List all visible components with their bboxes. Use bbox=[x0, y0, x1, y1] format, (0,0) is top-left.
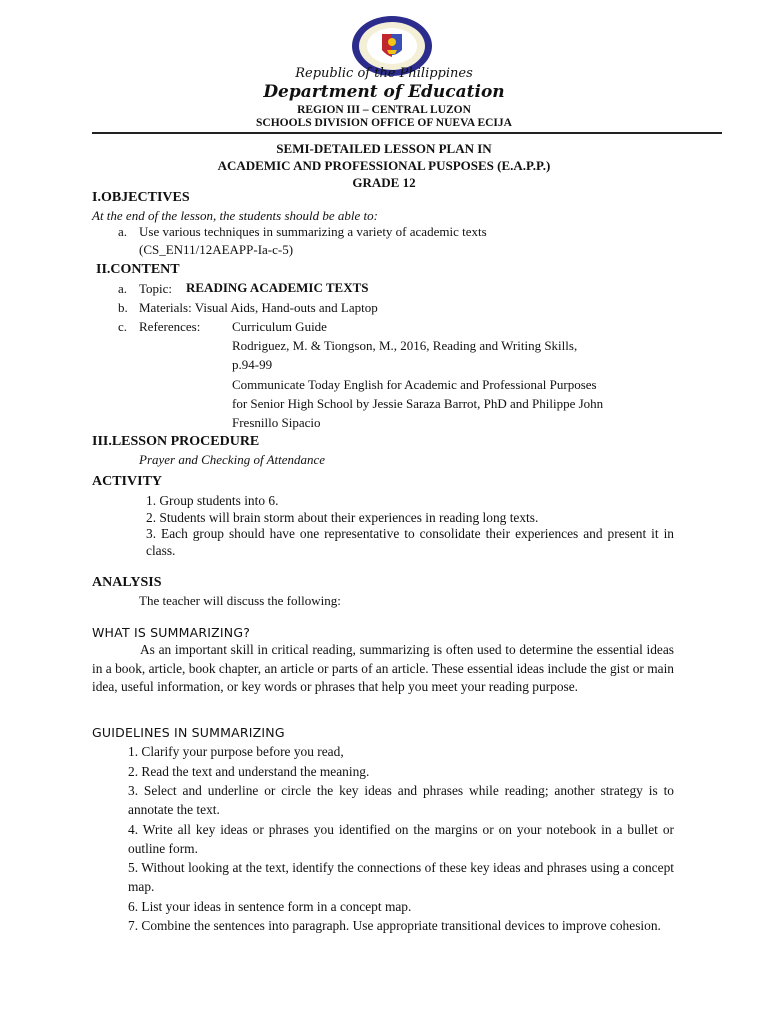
guideline-item-4: 4. Write all key ideas or phrases you identified on the margins or on your notebook in a bullet or outline form. bbox=[128, 822, 674, 856]
guideline-item-2: 2. Read the text and understand the meaning. bbox=[128, 764, 370, 779]
objective-a-marker: a. bbox=[118, 224, 128, 239]
activity-item-1: 1. Group students into 6. bbox=[146, 493, 279, 508]
region-line: REGION III – CENTRAL LUZON bbox=[297, 104, 471, 116]
analysis-intro: The teacher will discuss the following: bbox=[139, 593, 341, 608]
reference-2-line-1: Rodriguez, M. & Tiongson, M., 2016, Reading and Writing Skills, bbox=[232, 338, 578, 353]
prayer-line: Prayer and Checking of Attendance bbox=[139, 452, 326, 467]
content-a-marker: a. bbox=[118, 281, 128, 296]
title-line-3: GRADE 12 bbox=[352, 175, 416, 190]
summarizing-text: As an important skill in critical reading, summarizing is often used to determine the essential ideas in a book, article, book chapter, an article or parts of an article. These essential ideas include the gist or main idea, useful information, or key words or phrases that help you meet your reading purpose. bbox=[92, 642, 674, 694]
activity-item-3: 3. Each group should have one representative to consolidate their experiences and present it in class. bbox=[146, 526, 674, 558]
activity-heading: ACTIVITY bbox=[92, 474, 163, 489]
objectives-intro: At the end of the lesson, the students should be able to: bbox=[92, 208, 378, 223]
guidelines-heading: GUIDELINES IN SUMMARIZING bbox=[92, 725, 285, 740]
guideline-item-6: 6. List your ideas in sentence form in a concept map. bbox=[128, 899, 412, 914]
reference-3-line-1: Communicate Today English for Academic and Professional Purposes bbox=[232, 377, 597, 392]
title-line-1: SEMI-DETAILED LESSON PLAN IN bbox=[276, 141, 492, 156]
objective-a: Use various techniques in summarizing a variety of academic texts bbox=[139, 224, 487, 239]
activity-item-2: 2. Students will brain storm about their experiences in reading long texts. bbox=[146, 510, 539, 525]
topic-label: Topic: bbox=[139, 281, 173, 296]
content-heading: II.CONTENT bbox=[96, 262, 180, 277]
objective-a-code: (CS_EN11/12AEAPP-Ia-c-5) bbox=[139, 242, 294, 257]
content-c-marker: c. bbox=[118, 319, 128, 334]
summarizing-paragraph bbox=[92, 641, 674, 697]
summarizing-heading: WHAT IS SUMMARIZING? bbox=[92, 625, 251, 640]
guideline-item-3: 3. Select and underline or circle the key ideas and phrases while reading; another strategy is to annotate the text. bbox=[128, 783, 674, 817]
topic-value: READING ACADEMIC TEXTS bbox=[186, 280, 369, 295]
guideline-item-1: 1. Clarify your purpose before you read, bbox=[128, 744, 344, 759]
department-name: Department of Education bbox=[263, 82, 505, 102]
title-line-2: ACADEMIC AND PROFESSIONAL PUSPOSES (E.A.P.P.) bbox=[217, 158, 551, 173]
division-line: SCHOOLS DIVISION OFFICE OF NUEVA ECIJA bbox=[256, 117, 512, 129]
republic-line: Republic of the Philippines bbox=[295, 66, 473, 81]
materials: Materials: Visual Aids, Hand-outs and Laptop bbox=[139, 300, 378, 315]
procedure-heading: III.LESSON PROCEDURE bbox=[92, 434, 260, 449]
guideline-item-7: 7. Combine the sentences into paragraph. Use appropriate transitional devices to improve cohesion. bbox=[128, 918, 661, 933]
analysis-heading: ANALYSIS bbox=[92, 575, 162, 590]
header-divider bbox=[92, 132, 722, 134]
reference-1: Curriculum Guide bbox=[232, 319, 327, 334]
reference-3-line-2: for Senior High School by Jessie Saraza Barrot, PhD and Philippe John bbox=[232, 396, 604, 411]
reference-3-line-3: Fresnillo Sipacio bbox=[232, 415, 321, 430]
references-label: References: bbox=[139, 319, 201, 334]
content-b-marker: b. bbox=[118, 300, 128, 315]
objectives-heading: I.OBJECTIVES bbox=[92, 190, 190, 205]
reference-2-line-2: p.94-99 bbox=[232, 357, 273, 372]
guideline-item-5: 5. Without looking at the text, identify the connections of these key ideas and phrases using a concept map. bbox=[128, 860, 674, 894]
